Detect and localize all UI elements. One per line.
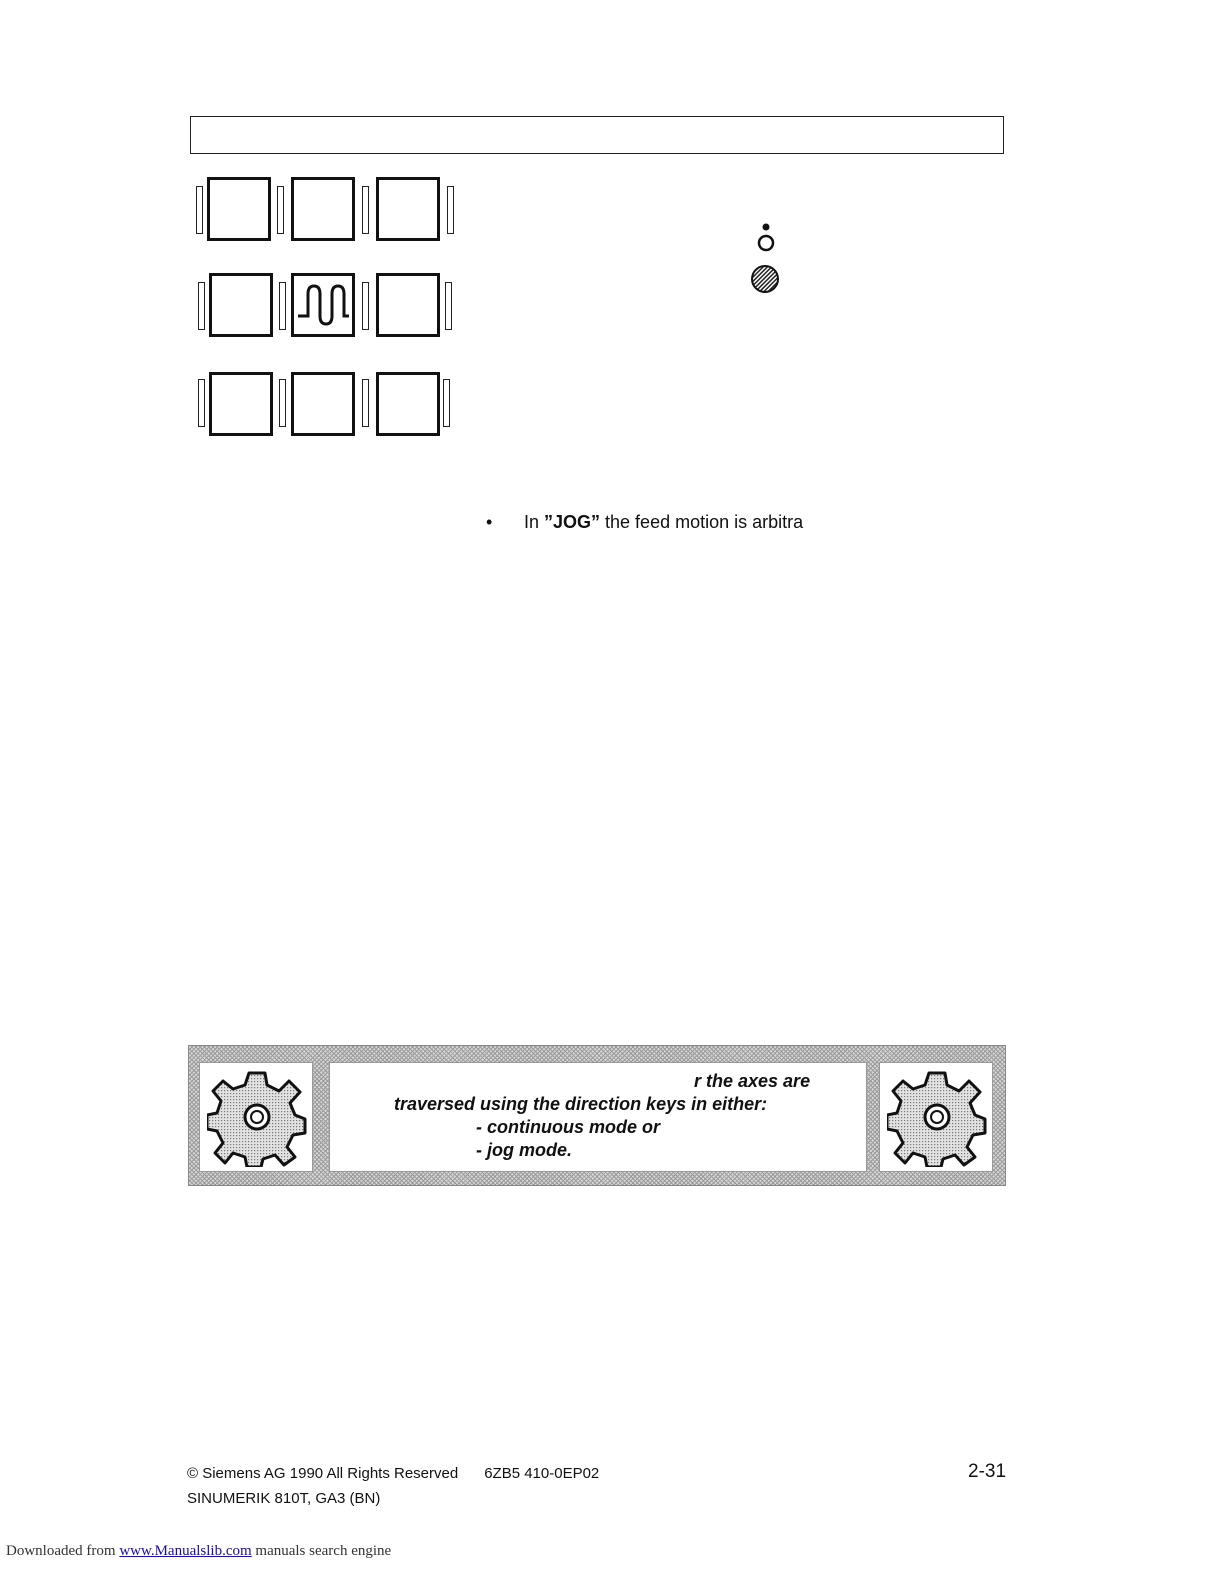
note-text-panel [329,1062,867,1172]
machine-note-box [188,1045,1006,1186]
bullet-prefix: In [524,512,545,532]
gear-icon [887,1067,987,1167]
page-number: 2-31 [968,1461,1007,1482]
download-suffix: manuals search engine [251,1543,392,1559]
section-header-box [190,116,1004,154]
key-led [362,186,369,234]
note-line-3: - continuous mode or [476,1117,660,1137]
led-on-icon [749,263,781,295]
key-led [196,186,203,234]
mode-key-4[interactable] [209,273,273,337]
mode-key-7[interactable] [209,372,273,436]
jog-mode-label: ”JOG” [544,512,601,532]
note-line-4: - jog mode. [476,1140,572,1160]
jog-waveform-icon [294,276,352,334]
footer-order-number: 6ZB5 410-0EP02 [484,1465,600,1482]
manualslib-link[interactable]: www.Manualslib.com [119,1543,252,1559]
footer-copyright: © Siemens AG 1990 All Rights Reserved [187,1465,459,1482]
jog-bullet-text [486,512,803,533]
mode-key-6[interactable] [376,273,440,337]
key-led [445,282,452,330]
mode-key-2[interactable] [291,177,355,241]
download-prefix: Downloaded from [6,1543,120,1559]
gear-cell-left [199,1062,313,1172]
key-led [277,186,284,234]
note-line-1: r the axes are [694,1071,811,1091]
bullet-symbol: • [486,512,493,532]
gear-icon [207,1067,307,1167]
key-led [198,379,205,427]
key-led [279,379,286,427]
key-led [447,186,454,234]
key-led [362,282,369,330]
mode-key-3[interactable] [376,177,440,241]
gear-cell-right [879,1062,993,1172]
mode-key-1[interactable] [207,177,271,241]
jog-mode-key[interactable] [291,273,355,337]
note-line-2: traversed using the direction keys in either: [394,1094,768,1114]
mode-key-9[interactable] [376,372,440,436]
key-led [198,282,205,330]
footer-copyright-line [187,1465,599,1482]
mode-key-8[interactable] [291,372,355,436]
bullet-suffix: the feed motion is arbitra [600,512,804,532]
download-attribution [6,1543,391,1560]
key-led [362,379,369,427]
key-led [443,379,450,427]
footer-product: SINUMERIK 810T, GA3 (BN) [187,1490,381,1507]
led-off-icon [754,222,778,254]
key-led [279,282,286,330]
